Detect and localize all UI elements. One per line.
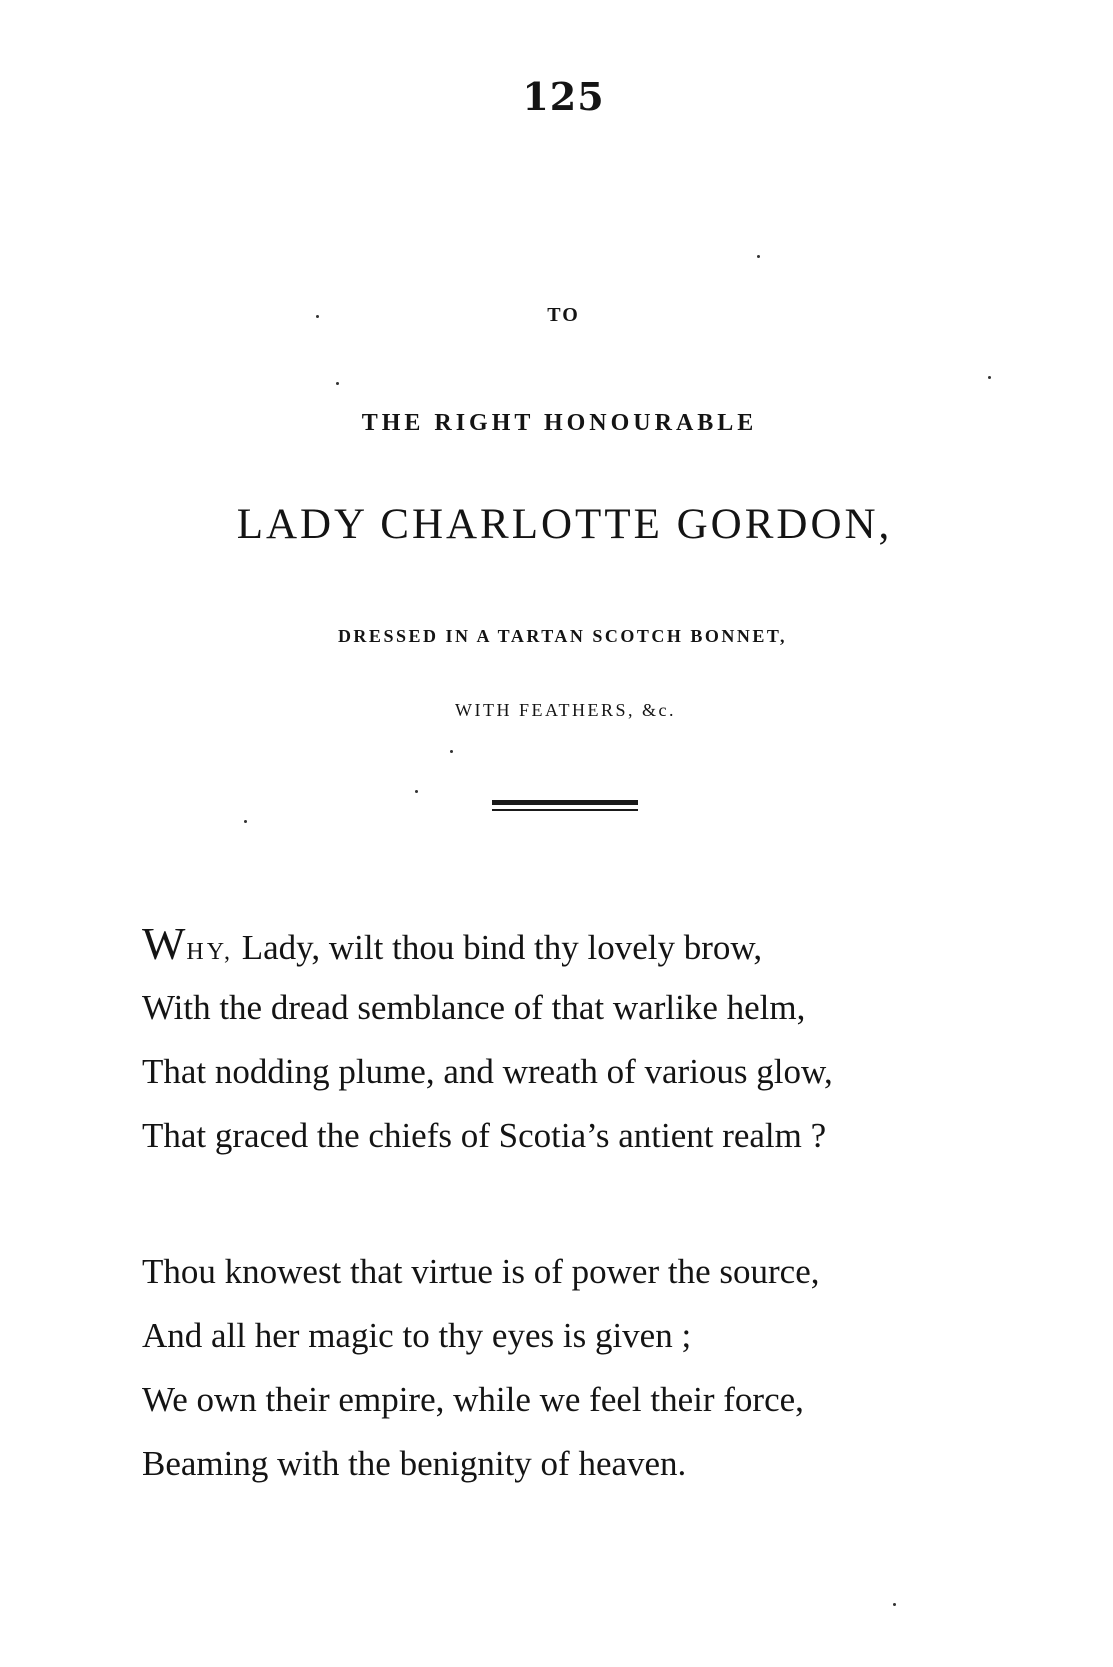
dedication-to: TO — [547, 304, 580, 326]
poem-line: We own their empire, while we feel their force, — [142, 1380, 804, 1419]
scan-speck — [757, 255, 760, 258]
poem-stanza-1 — [142, 912, 1042, 1168]
rule-thin-line — [492, 809, 638, 811]
scan-speck — [336, 382, 339, 385]
poem-line — [142, 912, 1042, 976]
page-number: 125 — [522, 74, 605, 119]
scan-speck — [893, 1603, 896, 1606]
scan-speck — [244, 820, 247, 823]
poem-line: That graced the chiefs of Scotia’s antient realm ? — [142, 1116, 827, 1155]
poem-line: Thou knowest that virtue is of power the source, — [142, 1252, 820, 1291]
dedication-name: LADY CHARLOTTE GORDON, — [236, 501, 893, 548]
poem-stanza-2 — [142, 1240, 1042, 1496]
poem-line: And all her magic to thy eyes is given ; — [142, 1316, 692, 1355]
ornamental-rule — [492, 800, 638, 814]
poem-line: With the dread semblance of that warlike helm, — [142, 988, 806, 1027]
dedication-subtitle-with: WITH FEATHERS, &c. — [455, 700, 676, 720]
drop-cap-letter: W — [142, 918, 187, 969]
rule-thick-line — [492, 800, 638, 805]
poem-line-text: Lady, wilt thou bind thy lovely brow, — [233, 928, 763, 967]
small-caps-word: HY, — [186, 939, 233, 965]
poem-line: That nodding plume, and wreath of various glow, — [142, 1052, 833, 1091]
dedication-subtitle-dressed: DRESSED IN A TARTAN SCOTCH BONNET, — [337, 626, 788, 646]
scan-speck — [450, 750, 453, 753]
scan-speck — [316, 315, 319, 318]
scan-speck — [415, 790, 418, 793]
scan-speck — [988, 376, 991, 379]
poem-line: Beaming with the benignity of heaven. — [142, 1444, 687, 1483]
dedication-title-honourable: THE RIGHT HONOURABLE — [361, 410, 758, 436]
